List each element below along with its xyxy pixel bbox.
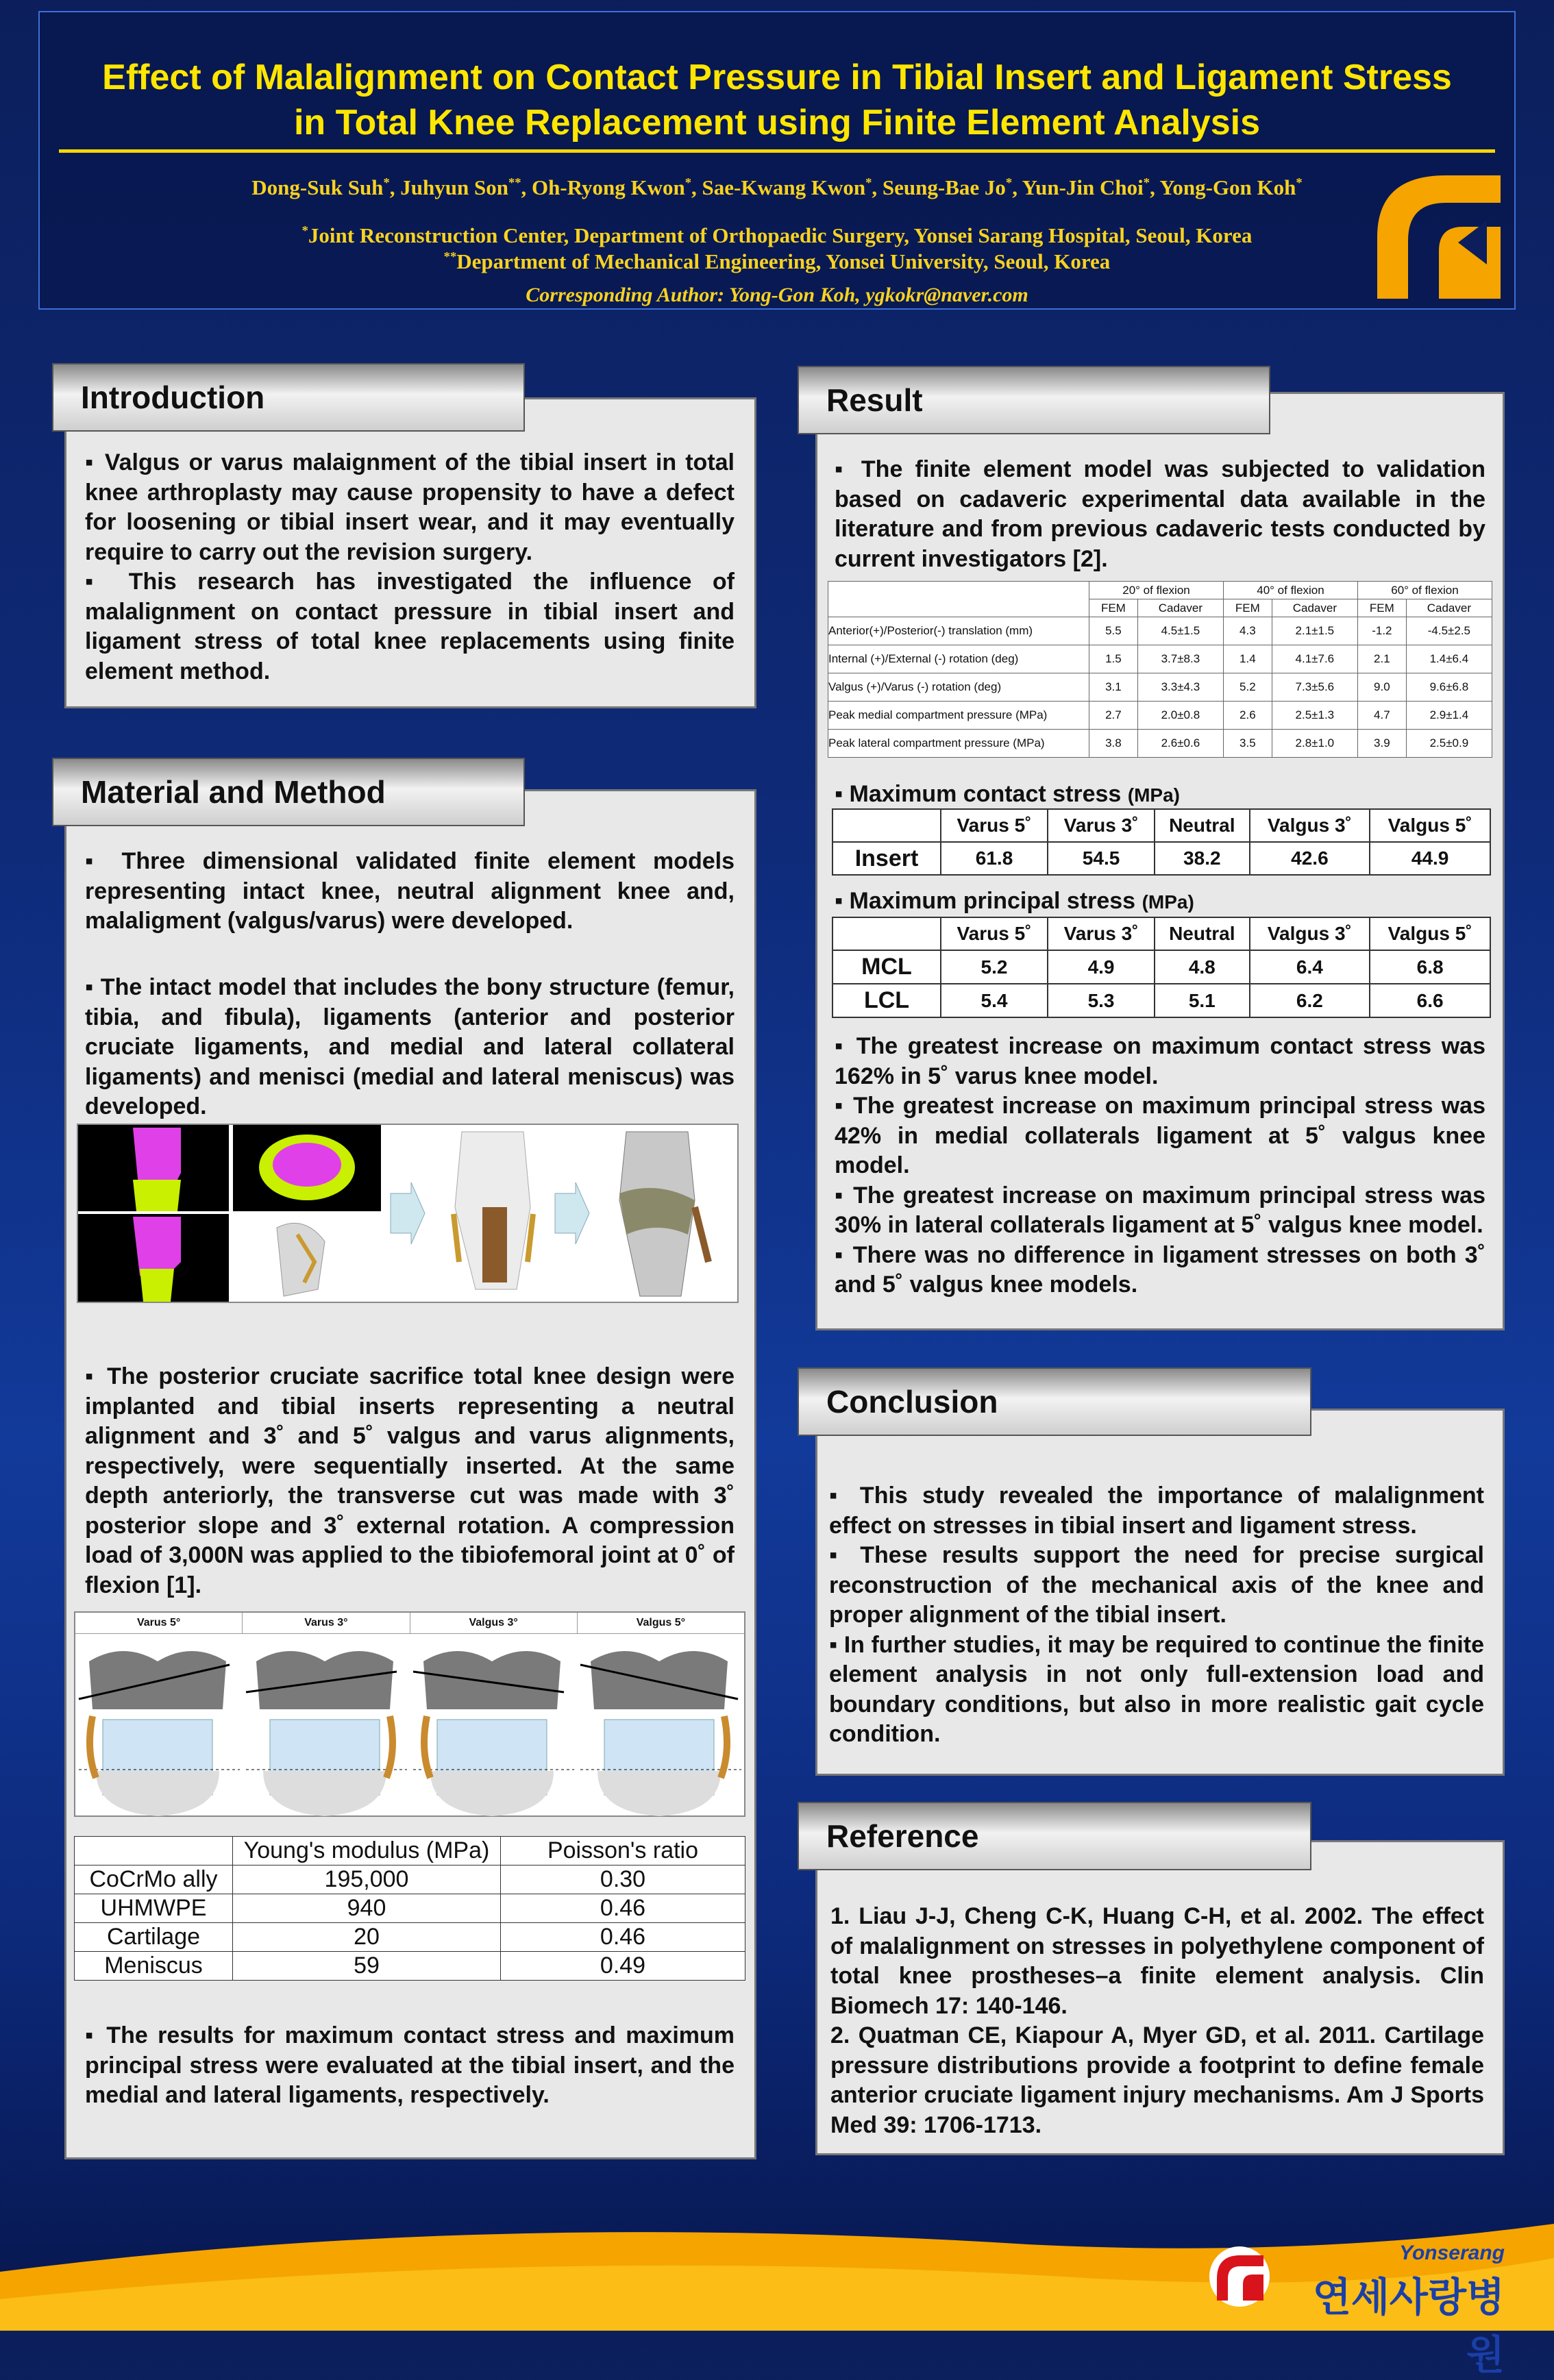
finding-item: ▪ The greatest increase on maximum principal stress was 30% in lateral collaterals ligament at 5˚ valgus knee model.	[835, 1182, 1485, 1238]
table-header-cell: Neutral	[1155, 917, 1249, 950]
contact-stress-heading: ▪ Maximum contact stress (MPa)	[835, 781, 1180, 807]
result-findings	[835, 1032, 1485, 1300]
table-cell: 0.46	[501, 1894, 745, 1923]
table-cell: 2.7	[1089, 702, 1138, 730]
introduction-paragraph: ▪ Valgus or varus malaignment of the tibial insert in total knee arthroplasty may cause propensity to have a defect for loosening or tibial insert wear, and it may eventually require to carry out the revision surgery.	[85, 449, 735, 565]
table-header-cell	[832, 917, 941, 950]
introduction-paragraph: ▪ This research has investigated the influence of malalignment on contact pressure in tibial insert and ligament stress of total knee replacements using finite element method.	[85, 569, 735, 684]
table-cell: 940	[233, 1894, 501, 1923]
title-line-1: Effect of Malalignment on Contact Pressure in Tibial Insert and Ligament Stress	[102, 58, 1452, 97]
fe-model-illustration	[78, 1125, 737, 1302]
material-properties-table	[74, 1836, 745, 1981]
table-row	[832, 842, 1490, 875]
table-cell: Insert	[832, 842, 941, 875]
author: Juhyun Son**	[400, 175, 521, 199]
footer-logo-icon	[1209, 2246, 1270, 2307]
conclusion-paragraph: ▪ In further studies, it may be required to continue the finite element analysis in not only full-extension load and boundary conditions, but also in more realistic gait cycle condition.	[829, 1631, 1484, 1747]
table-cell: Peak medial compartment pressure (MPa)	[828, 702, 1089, 730]
alignment-label: Varus 3°	[243, 1613, 410, 1633]
table-header-cell: Varus 5˚	[941, 809, 1048, 842]
table-header-cell: Valgus 3˚	[1250, 917, 1370, 950]
result-heading: Result	[798, 366, 1270, 434]
principal-stress-table	[832, 917, 1491, 1018]
table-cell: 1.4±6.4	[1406, 645, 1492, 673]
table-cell: 6.2	[1250, 984, 1370, 1017]
conclusion-heading: Conclusion	[798, 1367, 1311, 1436]
table-header-cell: 40° of flexion	[1223, 582, 1357, 599]
table-cell: 3.1	[1089, 673, 1138, 702]
table-header-cell	[832, 809, 941, 842]
table-cell: 3.3±4.3	[1137, 673, 1223, 702]
table-cell: 61.8	[941, 842, 1048, 875]
introduction-body	[85, 448, 735, 686]
table-row	[832, 950, 1490, 984]
table-cell: LCL	[832, 984, 941, 1017]
table-cell: 6.4	[1250, 950, 1370, 984]
reference-list	[830, 1902, 1484, 2140]
validation-table	[828, 581, 1492, 758]
contact-stress-table	[832, 808, 1491, 876]
table-header-cell: FEM	[1357, 599, 1406, 617]
result-paragraph-1: ▪ The finite element model was subjected to validation based on cadaveric experimental data available in the literature and from previous cadaveric tests conducted by current investigators [2].	[835, 456, 1485, 572]
table-cell: 2.5±1.3	[1272, 702, 1357, 730]
author-list: Dong-Suk Suh*, Juhyun Son**, Oh-Ryong Kwon*, Sae-Kwang Kwon*, Seung-Bae Jo*, Yun-Jin Choi*, Yong-Gon Koh*	[251, 175, 1303, 199]
table-cell: 2.6±0.6	[1137, 730, 1223, 758]
author: Oh-Ryong Kwon*	[532, 175, 692, 199]
table-cell: 9.0	[1357, 673, 1406, 702]
table-row	[832, 984, 1490, 1017]
conclusion-paragraph: ▪ These results support the need for precise surgical reconstruction of the mechanical axis of the knee and proper alignment of the tibial insert.	[829, 1542, 1484, 1628]
table-cell: 5.5	[1089, 617, 1138, 645]
table-header-cell: Cadaver	[1406, 599, 1492, 617]
table-cell: 6.8	[1370, 950, 1490, 984]
table-cell: 5.1	[1155, 984, 1249, 1017]
table-cell: 0.46	[501, 1923, 745, 1952]
table-header-row	[828, 582, 1492, 599]
table-cell: 44.9	[1370, 842, 1490, 875]
table-header-cell: Valgus 3˚	[1250, 809, 1370, 842]
table-row	[828, 673, 1492, 702]
author: Dong-Suk Suh*	[251, 175, 390, 199]
table-cell: 1.4	[1223, 645, 1272, 673]
table-cell: 195,000	[233, 1865, 501, 1894]
table-cell: 4.5±1.5	[1137, 617, 1223, 645]
table-header-cell: FEM	[1089, 599, 1138, 617]
table-header-row	[832, 809, 1490, 842]
table-cell: 5.3	[1048, 984, 1155, 1017]
table-cell: 3.8	[1089, 730, 1138, 758]
table-cell: Meniscus	[75, 1952, 233, 1981]
reference-heading: Reference	[798, 1802, 1311, 1870]
table-cell: 5.2	[941, 950, 1048, 984]
table-header-cell	[828, 582, 1089, 617]
table-cell: 1.5	[1089, 645, 1138, 673]
table-cell: 3.5	[1223, 730, 1272, 758]
affiliation-2: **Department of Mechanical Engineering, Yonsei University, Seoul, Korea	[443, 249, 1111, 273]
table-cell: 54.5	[1048, 842, 1155, 875]
author: Yong-Gon Koh*	[1159, 175, 1303, 199]
table-header-row	[75, 1837, 745, 1865]
author: Yun-Jin Choi*	[1022, 175, 1150, 199]
table-header-cell: Young's modulus (MPa)	[233, 1837, 501, 1865]
table-row	[828, 617, 1492, 645]
table-cell: 2.1±1.5	[1272, 617, 1357, 645]
affiliation-1: *Joint Reconstruction Center, Department of Orthopaedic Surgery, Yonsei Sarang Hospital, Seoul, Korea	[301, 223, 1253, 247]
finding-item: ▪ The greatest increase on maximum contact stress was 162% in 5˚ varus knee model.	[835, 1033, 1485, 1089]
alignment-label-row	[75, 1613, 744, 1634]
table-header-row	[832, 917, 1490, 950]
table-cell: Anterior(+)/Posterior(-) translation (mm)	[828, 617, 1089, 645]
conclusion-body	[829, 1481, 1484, 1750]
table-cell: -4.5±2.5	[1406, 617, 1492, 645]
table-row	[828, 730, 1492, 758]
conclusion-paragraph: ▪ This study revealed the importance of malalignment effect on stresses in tibial insert and ligament stress.	[829, 1483, 1484, 1539]
table-cell: 42.6	[1250, 842, 1370, 875]
table-row	[75, 1894, 745, 1923]
table-header-cell: Cadaver	[1137, 599, 1223, 617]
table-cell: 4.9	[1048, 950, 1155, 984]
header	[38, 11, 1516, 310]
table-cell: 4.3	[1223, 617, 1272, 645]
table-header-cell: 60° of flexion	[1357, 582, 1492, 599]
table-cell: 2.8±1.0	[1272, 730, 1357, 758]
table-row	[75, 1952, 745, 1981]
table-cell: 2.5±0.9	[1406, 730, 1492, 758]
hospital-logo-icon	[1370, 162, 1507, 299]
author: Seung-Bae Jo*	[882, 175, 1013, 199]
method-paragraph-3: ▪ The posterior cruciate sacrifice total knee design were implanted and tibial inserts representing a neutral alignment and 3˚ and 5˚ valgus and varus alignments, respectively, were sequentially inserted. At the same depth anteriorly, the transverse cut was made with 3˚ posterior slope and 3˚ external rotation. A compression load of 3,000N was applied to the tibiofemoral joint at 0˚ of flexion [1].	[85, 1363, 735, 1598]
table-cell: 59	[233, 1952, 501, 1981]
alignment-label: Valgus 3°	[410, 1613, 578, 1633]
method-heading: Material and Method	[52, 758, 525, 826]
reference-item: 2. Quatman CE, Kiapour A, Myer GD, et al. 2011. Cartilage pressure distributions provide a footprint to define female anterior cruciate ligament injury mechanisms. Am J Sports Med 39: 1706-1713.	[830, 2022, 1484, 2138]
table-cell: CoCrMo ally	[75, 1865, 233, 1894]
table-cell: 4.8	[1155, 950, 1249, 984]
table-row	[75, 1865, 745, 1894]
table-cell: 3.9	[1357, 730, 1406, 758]
table-cell: 2.0±0.8	[1137, 702, 1223, 730]
tibial-insert-alignment-illustration	[75, 1634, 744, 1816]
table-row	[828, 645, 1492, 673]
reference-item: 1. Liau J-J, Cheng C-K, Huang C-H, et al. 2002. The effect of malalignment on stresses in polyethylene component of total knee prostheses–a finite element analysis. Clin Biomech 17: 140-146.	[830, 1903, 1484, 2019]
alignment-label: Varus 5°	[75, 1613, 243, 1633]
footer-logo-en: Yonserang	[1399, 2242, 1505, 2264]
table-header-cell: FEM	[1223, 599, 1272, 617]
table-cell: Internal (+)/External (-) rotation (deg)	[828, 645, 1089, 673]
table-cell: 2.1	[1357, 645, 1406, 673]
table-cell: 2.6	[1223, 702, 1272, 730]
table-cell: UHMWPE	[75, 1894, 233, 1923]
introduction-heading: Introduction	[52, 363, 525, 432]
table-cell: 5.2	[1223, 673, 1272, 702]
table-cell: 2.9±1.4	[1406, 702, 1492, 730]
table-cell: 4.1±7.6	[1272, 645, 1357, 673]
table-header-cell: 20° of flexion	[1089, 582, 1224, 599]
table-header-cell: Valgus 5˚	[1370, 917, 1490, 950]
table-header-cell	[75, 1837, 233, 1865]
table-header-cell: Varus 3˚	[1048, 917, 1155, 950]
table-header-cell: Varus 5˚	[941, 917, 1048, 950]
title-divider	[59, 149, 1495, 153]
table-cell: 3.7±8.3	[1137, 645, 1223, 673]
poster-title	[40, 55, 1514, 145]
table-cell: 0.49	[501, 1952, 745, 1981]
table-header-cell: Poisson's ratio	[501, 1837, 745, 1865]
table-header-cell: Neutral	[1155, 809, 1249, 842]
fe-model-figure	[77, 1124, 739, 1303]
alignment-label: Valgus 5°	[636, 1617, 686, 1628]
footer-logo-kr: 연세사랑병원	[1312, 2274, 1505, 2378]
finding-item: ▪ There was no difference in ligament stresses on both 3˚ and 5˚ valgus knee models.	[835, 1241, 1485, 1298]
table-cell: 20	[233, 1923, 501, 1952]
table-cell: -1.2	[1357, 617, 1406, 645]
table-row	[75, 1923, 745, 1952]
table-header-cell: Cadaver	[1272, 599, 1357, 617]
table-cell: Peak lateral compartment pressure (MPa)	[828, 730, 1089, 758]
table-cell: 38.2	[1155, 842, 1249, 875]
table-cell: 4.7	[1357, 702, 1406, 730]
method-paragraph-2: ▪ The intact model that includes the bony structure (femur, tibia, and fibula), ligaments (anterior and posterior cruciate ligaments, and medial and lateral collateral ligaments) and menisci (medial and lateral meniscus) was developed.	[85, 974, 735, 1119]
author: Sae-Kwang Kwon*	[702, 175, 872, 199]
table-cell: 5.4	[941, 984, 1048, 1017]
corresponding-author: Corresponding Author: Yong-Gon Koh, ygkokr@naver.com	[526, 284, 1028, 306]
method-paragraph-4: ▪ The results for maximum contact stress and maximum principal stress were evaluated at the tibial insert, and the medial and lateral ligaments, respectively.	[85, 2022, 735, 2108]
table-header-cell: Varus 3˚	[1048, 809, 1155, 842]
table-cell: 9.6±6.8	[1406, 673, 1492, 702]
table-cell: 6.6	[1370, 984, 1490, 1017]
method-paragraph-1: ▪ Three dimensional validated finite element models representing intact knee, neutral alignment knee and, malaligment (valgus/varus) were developed.	[85, 848, 735, 934]
table-cell: 7.3±5.6	[1272, 673, 1357, 702]
table-row	[828, 702, 1492, 730]
table-cell: 0.30	[501, 1865, 745, 1894]
table-cell: Cartilage	[75, 1923, 233, 1952]
table-cell: Valgus (+)/Varus (-) rotation (deg)	[828, 673, 1089, 702]
title-line-2: in Total Knee Replacement using Finite Element Analysis	[293, 103, 1261, 142]
principal-stress-heading: ▪ Maximum principal stress (MPa)	[835, 888, 1194, 914]
table-cell: MCL	[832, 950, 941, 984]
alignment-figure	[74, 1611, 745, 1817]
finding-item: ▪ The greatest increase on maximum principal stress was 42% in medial collaterals ligament at 5˚ valgus knee model.	[835, 1093, 1485, 1178]
table-header-cell: Valgus 5˚	[1370, 809, 1490, 842]
